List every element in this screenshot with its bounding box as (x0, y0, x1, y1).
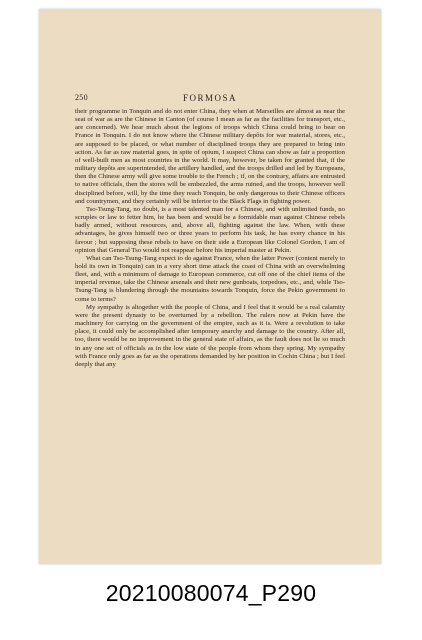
page-header (75, 93, 345, 105)
paragraph-4: My sympathy is altogether with the people of China, and I feel that it would be a real calamity were the present dynasty to be overturned by a rebellion. The rulers now at Pekin have the machinery for carrying on the government of the empire, such as it is. Were a revolution to take place, it could only be accomplished after temporary anarchy and damage to the country. After all, too, there would be no improvement in the general state of affairs, as the fault does not lie so much in any one set of officials as in the low state of the people from whom they spring. My sympathy with France only goes as far as the operations demanded by her position in Cochin China ; but I feel deeply that any (75, 303, 345, 368)
page-body (75, 108, 345, 369)
page-number: 250 (75, 93, 88, 102)
paragraph-2: Tso-Tsung-Tang, no doubt, is a most talented man for a Chinese, and with unlimited funds, no scruples or law to fetter him, he has been and would be a formidable man against Chinese rebels badly armed, without resources, and, above all, fighting against the law. When, with these advantages, he gives himself two or three years to perform his task, he has every chance in his favour ; but supposing these rebels to have on their side a European like Colonel Gordon, I am of opinion that General Tso would not reappear before his imperial master at Pekin. (75, 205, 345, 254)
paragraph-1: their programme in Tonquin and do not enter China, they when at Marseilles are almost as near the seat of war as are the Chinese in Canton (of course I mean as far as the facilities for transport, etc., are concerned). We hear much about the legions of troops which China could bring to bear on France in Tonquin. I do not know where the Chinese military depôts for war material, stores, etc., are supposed to be placed, or what number of disciplined troops they are prepared to bring into action. As far as raw material goes, in spite of opium, I suspect China can show as fair a proportion of well-built men as most countries in the world. It may, however, be taken for granted that, if the military depôts are superintended, the artillery handled, and the troops drilled and led by Europeans, then the Chinese army will give some trouble to the French ; if, on the contrary, affairs are entrusted to native officials, then the stores will be embezzled, the arms ruined, and the troops, however well disciplined before, will, by the time they reach Tonquin, be only dangerous to their Chinese officers and countrymen, and they certainly will be inferior to the Black Flags in fighting power. (75, 108, 345, 205)
running-head: FORMOSA (182, 93, 237, 103)
paragraph-3: What can Tso-Tsung-Tang expect to do against France, when the latter Power (content merely to hold its own in Tonquin) can in a very short time attack the coast of China with an overwhelming fleet, and, with a minimum of damage to European commerce, cut off one of the chief items of the imperial revenue, take the Chinese arsenals and their new gunboats, torpedoes, etc., and, while Tso-Tsung-Tang is blundering through the mountains towards Tonquin, force the Pekin government to come to terms? (75, 254, 345, 303)
book-page (39, 9, 381, 564)
scan-caption: 20210080074_P290 (105, 580, 317, 606)
